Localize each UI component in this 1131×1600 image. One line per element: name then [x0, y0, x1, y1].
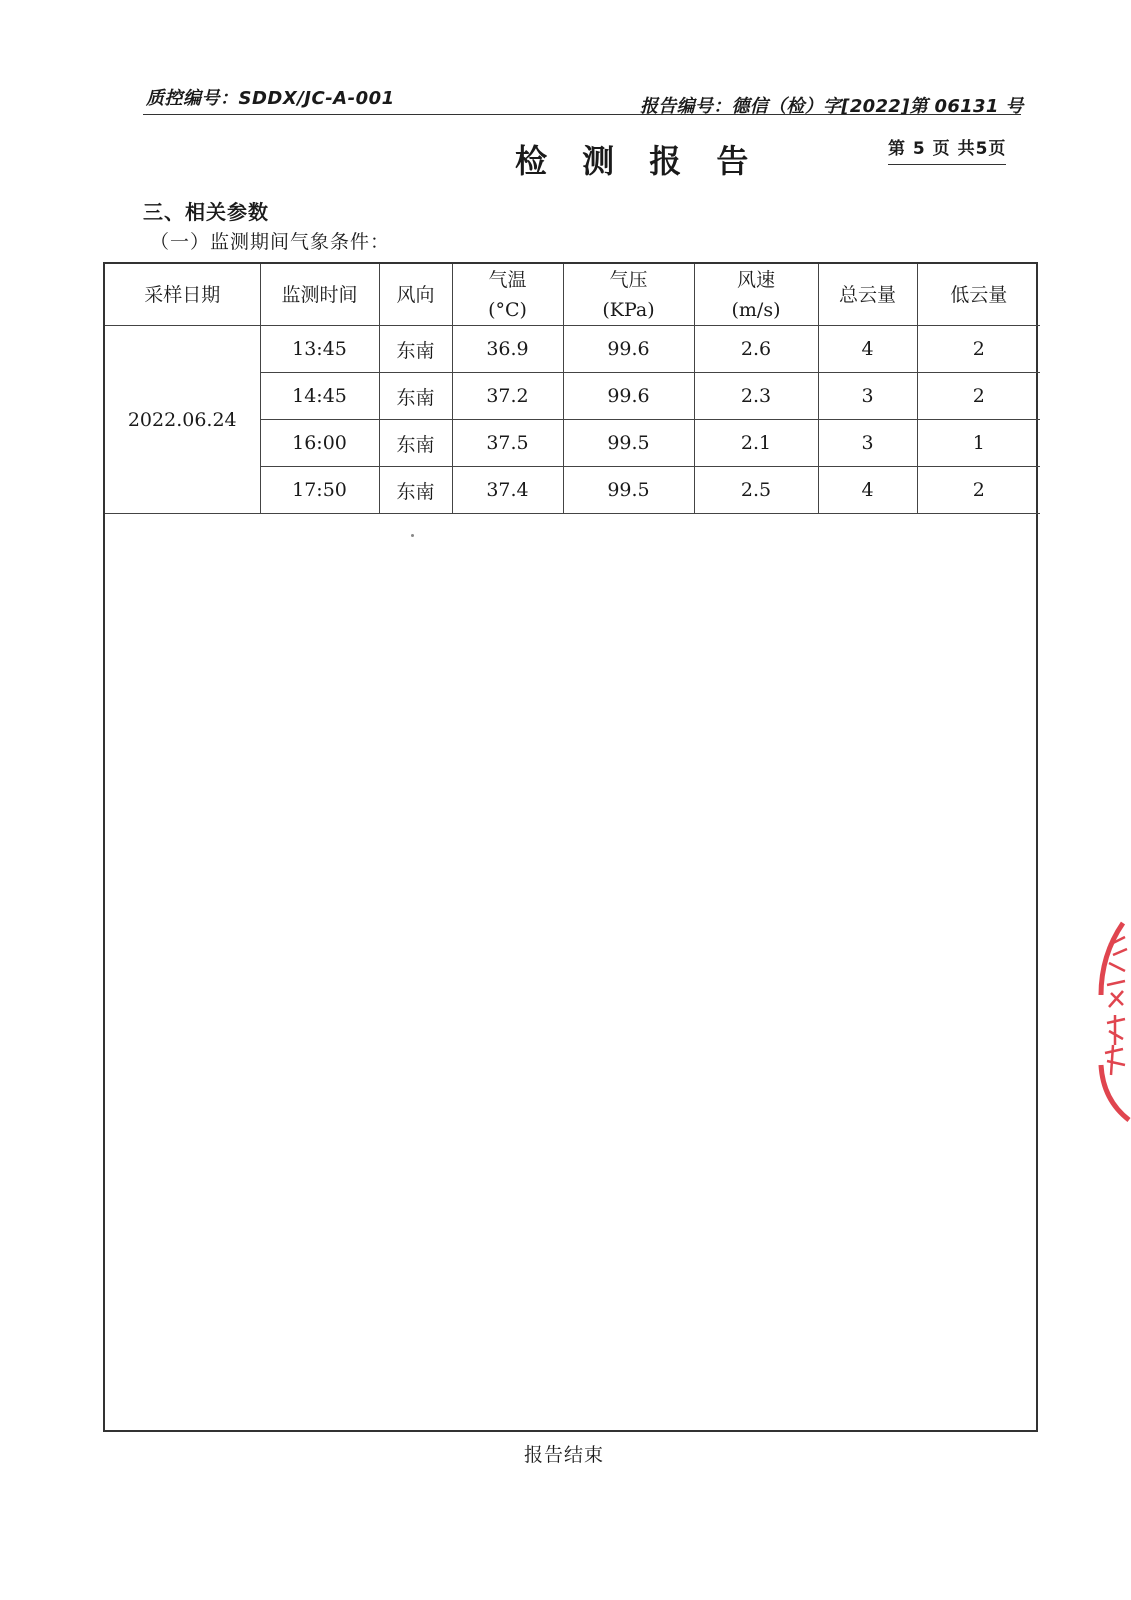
header-pressure: [563, 264, 694, 326]
cell-low-cloud: 2: [917, 326, 1040, 373]
cell-temperature: 36.9: [452, 326, 563, 373]
cell-date: 2022.06.24: [105, 326, 260, 514]
weather-conditions-table: [105, 264, 1040, 514]
header-time: 监测时间: [260, 264, 379, 326]
cell-wind-direction: 东南: [379, 420, 452, 467]
cell-temperature: 37.5: [452, 420, 563, 467]
header-rule: [143, 114, 1021, 115]
cell-low-cloud: 2: [917, 373, 1040, 420]
table-header-row: [105, 264, 1040, 326]
section-heading: 三、相关参数: [143, 200, 269, 224]
qc-code: 质控编号：SDDX/JC-A-001: [146, 88, 395, 109]
cell-total-cloud: 3: [818, 420, 917, 467]
cell-temperature: 37.2: [452, 373, 563, 420]
header-low-cloud: 低云量: [917, 264, 1040, 326]
cell-wind-direction: 东南: [379, 326, 452, 373]
cell-low-cloud: 2: [917, 467, 1040, 514]
header-pressure-label: 气压: [609, 268, 648, 291]
header-wind-direction: 风向: [379, 264, 452, 326]
document-title: 检 测 报 告: [515, 142, 761, 180]
red-seal-icon: [1095, 915, 1131, 1125]
cell-total-cloud: 4: [818, 326, 917, 373]
header-temperature-unit: (°C): [488, 298, 527, 321]
cell-total-cloud: 3: [818, 373, 917, 420]
cell-pressure: 99.6: [563, 326, 694, 373]
page-info: 第 5 页 共5页: [888, 134, 1006, 165]
cell-time: 13:45: [260, 326, 379, 373]
scan-speck: [411, 534, 414, 537]
cell-pressure: 99.5: [563, 467, 694, 514]
header-pressure-unit: (KPa): [602, 298, 655, 321]
cell-low-cloud: 1: [917, 420, 1040, 467]
table-row: [105, 326, 1040, 373]
report-number: 报告编号：德信（检）字[2022]第 06131 号: [640, 96, 1024, 117]
header-temperature: [452, 264, 563, 326]
report-end-note: 报告结束: [524, 1444, 605, 1466]
cell-pressure: 99.5: [563, 420, 694, 467]
cell-pressure: 99.6: [563, 373, 694, 420]
cell-time: 14:45: [260, 373, 379, 420]
header-date: 采样日期: [105, 264, 260, 326]
cell-wind-direction: 东南: [379, 373, 452, 420]
header-wind-speed-label: 风速: [736, 268, 775, 291]
cell-time: 17:50: [260, 467, 379, 514]
cell-temperature: 37.4: [452, 467, 563, 514]
subsection-heading: （一）监测期间气象条件：: [150, 231, 391, 253]
cell-wind-speed: 2.5: [694, 467, 818, 514]
cell-wind-speed: 2.6: [694, 326, 818, 373]
cell-wind-speed: 2.3: [694, 373, 818, 420]
header-total-cloud: 总云量: [818, 264, 917, 326]
cell-time: 16:00: [260, 420, 379, 467]
cell-wind-direction: 东南: [379, 467, 452, 514]
header-temperature-label: 气温: [488, 268, 527, 291]
cell-total-cloud: 4: [818, 467, 917, 514]
table-frame: [103, 262, 1038, 1432]
cell-wind-speed: 2.1: [694, 420, 818, 467]
header-wind-speed: [694, 264, 818, 326]
header-wind-speed-unit: (m/s): [731, 298, 781, 321]
